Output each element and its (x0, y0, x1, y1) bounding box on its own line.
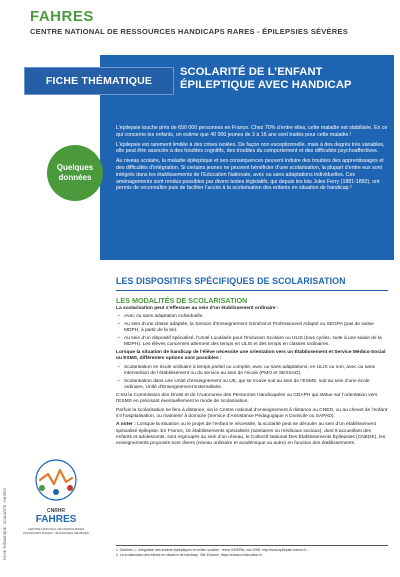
footnote: 1. Gauthier, L. Intégration des enfants épileptiques en milieu scolaire : revue INSERM, mai 2008. http://www.epilepsie-france.fr/... (116, 548, 310, 552)
section-subtitle: LES MODALITÉS DE SCOLARISATION (116, 296, 248, 305)
footnote: 2. La scolarisation des élèves en situation de handicap. Site Eduscol. https://eduscol.education.fr/... (116, 553, 266, 557)
logo-fahres: FAHRES (35, 514, 77, 525)
footnotes-divider (116, 545, 388, 546)
intro-paragraph: Au niveau scolaire, la maladie épileptique et ses conséquences peuvent induire des troubles des apprentissages et des difficultés d’intégration. Si certains jeunes ne peuvent bénéficier d’une scolarisation, la plupart d’entre eux sont intégrés dans les établissements de l’Education Nationale, avec ou sans adaptations individuelles. Ces aménagements sont rendus possibles par divers textes législatifs, qui depuis les lois Jules Ferry (1881-1882), ont permis de reconnaître puis de faciliter l’accès à la scolarisation des enfants en situation de handicap.² (116, 158, 384, 192)
note-label: A noter : (116, 422, 136, 428)
header (30, 8, 348, 36)
cnrhr-logo-icon (28, 458, 84, 502)
list-item: • Au sein d’un dispositif spécialisé, l’Unité Localisée pour l’Inclusion Scolaire ou ULIS (tous cycles, suite à une saisie de la MDPH). Les élèves concernés alternent des temps en ULIS et des temps en classes ordinaires. (116, 336, 388, 349)
logo-subtitle: CENTRE NATIONAL DE RESSOURCES HANDICAPS RARES - ÉPILEPSIES SÉVÈRES (23, 527, 89, 535)
list-item: • Scolarisation en école ordinaire à temps partiel ou complet, avec ou sans adaptations, en ULIS ou non, avec ou sans intervention de l’établissement ou du service au sein de l’école (PMO et SESSAD). (116, 365, 388, 378)
section-title: LES DISPOSITIFS SPÉCIFIQUES DE SCOLARISATION (116, 276, 346, 286)
brand-name: FAHRES (30, 8, 94, 25)
logo-cnrhr: CNRHR (46, 508, 66, 514)
intro-paragraph: L’épilepsie est rarement limitée à des crises isolées. De façon non exceptionnelle, mais à des degrés très variables, elle peut être associée à des troubles cognitifs, des troubles du comportement et des difficultés psychoaffectives. (116, 141, 385, 155)
distance-paragraph: Parfois la scolarisation se fera à distance, via le Centre national d’enseignement à distance ou CNED, ou au chevet de l’enfant s’il hospitalisation, ou maintenir à domicile (Service d’Assistance Pédagogique A Domicile ou SAPAD). (116, 407, 388, 420)
list-item: • Au sein d’une classe adaptée, la Section d’Enseignement Général et Professionnel Adapté ou SEGPA (pas de saisie MDPH, à partir de la 6e). (116, 322, 388, 335)
list-item: • Scolarisation dans une Unité d’enseignement ou UE, qui se trouve soit au sein de l’ESMS, soit au sein d’une école ordinaire, Unité d’Enseignement Externalisée. (116, 379, 388, 392)
vertical-note-text: FICHE THÉMATIQUE - SCOLARITÉ - FAHRES (3, 488, 7, 560)
intro-text (116, 125, 388, 195)
cnrhr-fahres-logo (20, 458, 92, 535)
note-paragraph (116, 422, 388, 447)
ordinary-options-list (116, 314, 388, 348)
cdaph-paragraph: C’est la Commission des Droits et de l’Autonomie des Personnes Handicapées ou CDAPH qui statue sur l’orientation vers l’ESMS en précisant éventuellement le mode de scolarisation. (116, 393, 378, 405)
vertical-margin-note (3, 440, 11, 560)
esms-options-list (116, 365, 388, 391)
document-title: SCOLARITÉ DE L’ENFANT ÉPILEPTIQUE AVEC HANDICAP (180, 66, 352, 91)
note-text: Lorsque la situation ou le projet de l’enfant le nécessite, la scolarité peut se dérouler au sein d’un établissement spécialisé épilepsie. En France, 15 établissements spécialisés (sanitaires ou médicaux sociaux), dont 9 accueillant des enfants et adolescents, sont regroupés au sein d’un réseau, le Collectif National Des Établissements Épilepsies (CNEDE), les enseignements proposés sont divers (niveau ordinaire et académique ou autre) en fonction des établissements. (116, 422, 386, 447)
quelques-donnees-badge: Quelques données (47, 145, 103, 201)
section-divider (116, 290, 388, 291)
brand-subtitle: CENTRE NATIONAL DE RESSOURCES HANDICAPS RARES - ÉPILEPSIES SÉVÈRES (30, 27, 348, 36)
lead-esms: Lorsque la situation de handicap de l’élève nécessite une orientation vers un Établissement et Service Médico-Social ou ESMS, différentes options sont possibles : (116, 350, 386, 362)
intro-paragraph: L’épilepsie touche près de 650 000 personnes en France. Chez 70% d’entre elles, cette maladie est stabilisée. En ce qui concerne les enfants, on estime que 40 000 jeunes de 3 à 16 ans sont traités pour cette maladie.¹ (116, 125, 388, 138)
lead-ordinary: La scolarisation peut s’effectuer au sein d’un établissement ordinaire : (116, 306, 279, 311)
list-item: • Avec ou sans adaptation individuelle. (116, 314, 388, 320)
fiche-thematique-label: FICHE THÉMATIQUE (24, 67, 174, 95)
footnotes (116, 548, 388, 558)
section-body (116, 306, 388, 450)
